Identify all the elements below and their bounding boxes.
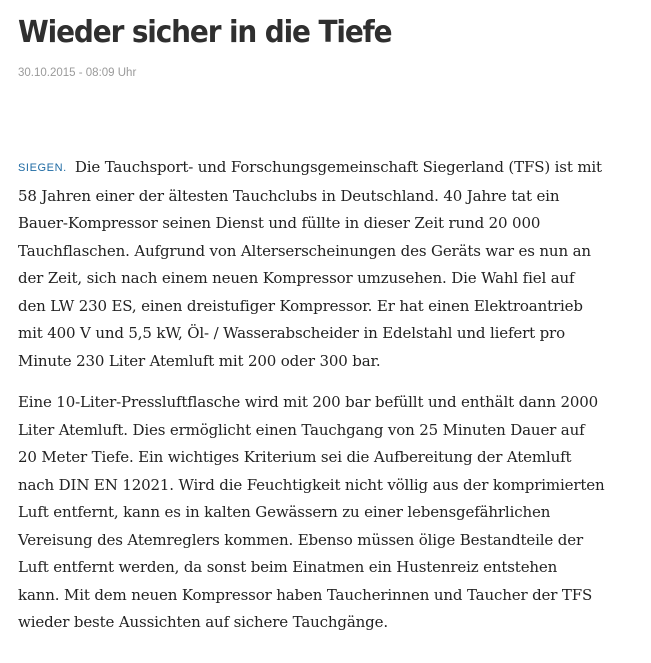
article-headline: Wieder sicher in die Tiefe bbox=[18, 15, 392, 50]
article-body bbox=[18, 154, 644, 637]
text-line: nach DIN EN 12021. Wird die Feuchtigkeit nicht völlig aus der komprimierten bbox=[18, 475, 605, 494]
article-paragraph-2 bbox=[18, 389, 644, 637]
text-line: Vereisung des Atemreglers kommen. Ebenso müssen ölige Bestandteile der bbox=[18, 530, 583, 549]
text-line: der Zeit, sich nach einem neuen Kompressor umzusehen. Die Wahl fiel auf bbox=[18, 269, 575, 287]
text-line bbox=[18, 154, 634, 183]
text-line: den LW 230 ES, einen dreistufiger Kompressor. Er hat einen Elektroantrieb bbox=[18, 296, 583, 315]
text-line: kann. Mit dem neuen Kompressor haben Taucherinnen und Taucher der TFS bbox=[18, 585, 593, 604]
text-line: 20 Meter Tiefe. Ein wichtiges Kriterium sei die Aufbereitung der Atemluft bbox=[18, 448, 572, 466]
article bbox=[18, 0, 644, 651]
text-line: Luft entfernt, kann es in kalten Gewässern zu einer lebensgefährlichen bbox=[18, 503, 551, 521]
text-line: 58 Jahren einer der ältesten Tauchclubs in Deutschland. 40 Jahre tat ein bbox=[18, 186, 560, 205]
text-line: Tauchflaschen. Aufgrund von Alterserscheinungen des Geräts war es nun an bbox=[18, 241, 591, 260]
article-paragraph-1 bbox=[18, 154, 644, 375]
text-line: mit 400 V und 5,5 kW, Öl- / Wasserabscheider in Edelstahl und liefert pro bbox=[18, 324, 565, 342]
text-line: Bauer-Kompressor seinen Dienst und füllte in dieser Zeit rund 20 000 bbox=[18, 214, 541, 232]
text-line-content: Die Tauchsport- und Forschungsgemeinschaft Siegerland (TFS) ist mit bbox=[74, 158, 602, 176]
article-date: 30.10.2015 - 08:09 Uhr bbox=[18, 67, 137, 79]
text-line: wieder beste Aussichten auf sichere Tauchgänge. bbox=[18, 613, 388, 631]
text-line: Liter Atemluft. Dies ermöglicht einen Tauchgang von 25 Minuten Dauer auf bbox=[18, 420, 585, 439]
text-line: Minute 230 Liter Atemluft mit 200 oder 300 bar. bbox=[18, 351, 381, 370]
text-line: Eine 10-Liter-Pressluftflasche wird mit 200 bar befüllt und enthält dann 2000 bbox=[18, 393, 599, 411]
text-line: Luft entfernt werden, da sonst beim Einatmen ein Hustenreiz entstehen bbox=[18, 558, 558, 576]
location-label: SIEGEN. bbox=[18, 162, 67, 174]
